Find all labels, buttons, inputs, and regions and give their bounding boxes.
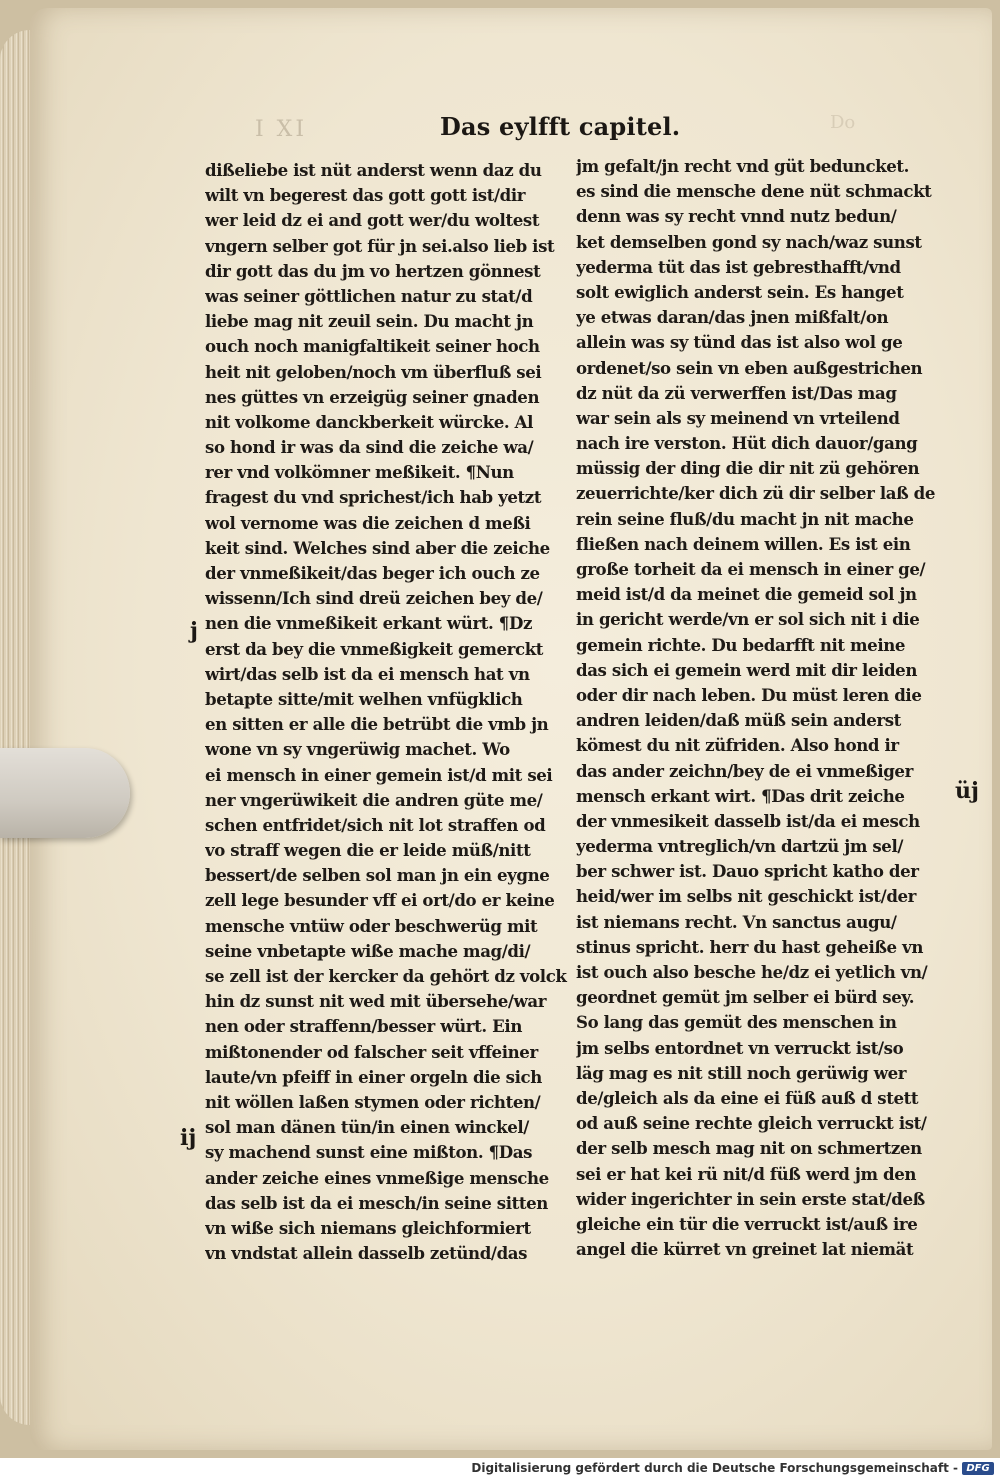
text-line: sy machend sunst eine mißton. ¶Das xyxy=(205,1142,533,1163)
text-line: läg mag es nit still noch gerüwig wer xyxy=(576,1062,907,1083)
text-line: erst da bey die vnmeßigkeit gemerckt xyxy=(205,638,544,659)
text-line: keit sind. Welches sind aber die zeiche xyxy=(205,537,550,558)
text-line: denn was sy recht vnnd nutz bedun/ xyxy=(576,206,897,227)
text-line: kömest du nit züfriden. Also hond ir xyxy=(576,735,899,756)
text-line: geordnet gemüt jm selber ei bürd sey. xyxy=(576,987,915,1008)
text-line: so hond ir was da sind die zeiche wa/ xyxy=(205,437,534,458)
text-line: laute/vn pfeiff in einer orgeln die sich xyxy=(205,1066,542,1087)
text-line: hin dz sunst nit wed mit übersehe/war xyxy=(205,991,547,1012)
text-line: das selb ist da ei mesch/in seine sitten xyxy=(205,1192,548,1213)
right-text-column xyxy=(576,154,948,1262)
text-line: ist ouch also besche he/dz ei yetlich vn/ xyxy=(576,962,928,982)
text-line: solt ewiglich anderst sein. Es hanget xyxy=(576,281,904,302)
funding-credit: Digitalisierung gefördert durch die Deutsche Forschungsgemeinschaft - xyxy=(471,1461,958,1475)
text-line: ber schwer ist. Dauo spricht katho der xyxy=(576,861,919,882)
text-line: zell lege besunder vff ei ort/do er keine xyxy=(205,890,555,911)
text-line: müssig der ding die dir nit zü gehören xyxy=(576,458,920,479)
text-line: rein seine fluß/du macht jn nit mache xyxy=(576,508,914,529)
text-line: seine vnbetapte wiße mache mag/di/ xyxy=(205,940,531,961)
text-line: stinus spricht. herr du hast geheiße vn xyxy=(576,936,923,957)
dfg-logo: DFG xyxy=(962,1462,994,1475)
text-line: nach ire verston. Hüt dich dauor/gang xyxy=(576,433,918,454)
text-line: jm selbs entordnet vn verruckt ist/so xyxy=(576,1037,904,1058)
footer-bar xyxy=(0,1458,1000,1479)
text-line: rer vnd volkömner meßikeit. ¶Nun xyxy=(205,462,514,483)
text-line: allein was sy tünd das ist also wol ge xyxy=(576,332,903,353)
text-line: yederma tüt das ist gebresthafft/vnd xyxy=(576,256,901,277)
text-line: de/gleich als da eine ei füß auß d stett xyxy=(576,1087,919,1108)
text-line: ist niemans recht. Vn sanctus augu/ xyxy=(576,911,897,932)
bookmark-strip xyxy=(0,748,130,838)
text-line: nit wöllen laßen stymen oder richten/ xyxy=(205,1091,541,1112)
signature-mark: ij xyxy=(180,1125,197,1151)
text-line: mensch erkant wirt. ¶Das drit zeiche xyxy=(576,785,905,806)
text-line: heit nit geloben/noch vm überfluß sei xyxy=(205,361,542,382)
text-line: en sitten er alle die betrübt die vmb jn xyxy=(205,714,549,735)
signature-mark: üj xyxy=(955,778,979,804)
text-line: fragest du vnd sprichest/ich hab yetzt xyxy=(205,487,542,508)
text-line: nes güttes vn erzeigüg seiner gnaden xyxy=(205,386,540,407)
text-line: od auß seine rechte gleich verruckt ist/ xyxy=(576,1113,927,1134)
text-line: nit volkome danckberkeit würcke. Al xyxy=(205,411,533,432)
text-line: der vnmesikeit dasselb ist/da ei mesch xyxy=(576,810,920,831)
left-text-column xyxy=(205,158,577,1266)
text-line: heid/wer im selbs nit geschickt ist/der xyxy=(576,886,917,907)
text-line: angel die kürret vn greinet lat niemät xyxy=(576,1239,914,1260)
text-line: dißeliebe ist nüt anderst wenn daz du xyxy=(205,160,542,180)
text-line: oder dir nach leben. Du müst leren die xyxy=(576,684,922,705)
text-line: ei mensch in einer gemein ist/d mit sei xyxy=(205,764,553,785)
text-line: große torheit da ei mensch in einer ge/ xyxy=(576,559,926,579)
text-line: gleiche ein tür die verruckt ist/auß ire xyxy=(576,1213,918,1234)
text-line: sei er hat kei rü nit/d füß werd jm den xyxy=(576,1163,917,1184)
text-line: yederma vntreglich/vn dartzü jm sel/ xyxy=(576,836,904,857)
text-line: ye etwas daran/das jnen mißfalt/on xyxy=(576,307,889,328)
text-line: mißtonender od falscher seit vffeiner xyxy=(205,1041,538,1062)
text-line: schen entfridet/sich nit lot straffen od xyxy=(205,814,546,835)
text-line: wer leid dz ei and gott wer/du woltest xyxy=(205,210,540,231)
signature-mark: j xyxy=(190,618,198,644)
text-line: der selb mesch mag nit on schmertzen xyxy=(576,1138,922,1159)
text-line: wirt/das selb ist da ei mensch hat vn xyxy=(205,663,530,684)
text-line: mensche vntüw oder beschwerüg mit xyxy=(205,915,538,936)
text-line: zeuerrichte/ker dich zü dir selber laß de xyxy=(576,483,936,504)
text-line: nen oder straffenn/besser würt. Ein xyxy=(205,1016,522,1037)
text-line: betapte sitte/mit welhen vnfügklich xyxy=(205,688,523,709)
text-line: fließen nach deinem willen. Es ist ein xyxy=(576,533,911,554)
text-line: meid ist/d da meinet die gemeid sol jn xyxy=(576,584,917,605)
text-line: vngern selber got für jn sei.also lieb ist xyxy=(205,235,555,256)
text-line: bessert/de selben sol man jn ein eygne xyxy=(205,865,550,886)
text-line: ouch noch manigfaltikeit seiner hoch xyxy=(205,336,540,357)
running-head: Das eylfft capitel. xyxy=(440,112,681,141)
text-line: dir gott das du jm vo hertzen gönnest xyxy=(205,260,541,281)
show-through-folio: I XI xyxy=(255,117,308,142)
text-line: wone vn sy vngerüwig machet. Wo xyxy=(205,739,510,760)
text-line: ner vngerüwikeit die andren güte me/ xyxy=(205,789,543,810)
text-line: ket demselben gond sy nach/waz sunst xyxy=(576,231,922,252)
text-line: wissenn/Ich sind dreü zeichen bey de/ xyxy=(205,588,543,609)
text-line: der vnmeßikeit/das beger ich ouch ze xyxy=(205,563,540,583)
text-line: se zell ist der kercker da gehört dz volck xyxy=(205,966,567,986)
text-line: ordenet/so sein vn eben außgestrichen xyxy=(576,357,923,378)
text-line: vn vndstat allein dasselb zetünd/das xyxy=(205,1243,528,1264)
text-line: wider ingerichter in sein erste stat/deß xyxy=(576,1188,925,1209)
text-line: jm gefalt/jn recht vnd güt beduncket. xyxy=(576,156,910,176)
text-line: liebe mag nit zeuil sein. Du macht jn xyxy=(205,311,534,332)
text-line: wilt vn begerest das gott gott ist/dir xyxy=(205,185,526,206)
text-line: vn wiße sich niemans gleichformiert xyxy=(205,1217,531,1238)
text-line: nen die vnmeßikeit erkant würt. ¶Dz xyxy=(205,613,532,634)
text-line: So lang das gemüt des menschen in xyxy=(576,1012,897,1033)
text-line: es sind die mensche dene nüt schmackt xyxy=(576,181,932,202)
text-line: das sich ei gemein werd mit dir leiden xyxy=(576,659,918,680)
text-line: vo straff wegen die er leide müß/nitt xyxy=(205,840,531,861)
text-line: gemein richte. Du bedarfft nit meine xyxy=(576,634,906,655)
text-line: war sein als sy meinend vn vrteilend xyxy=(576,407,900,428)
text-line: ander zeiche eines vnmeßige mensche xyxy=(205,1167,549,1188)
text-line: wol vernome was die zeichen d meßi xyxy=(205,512,531,533)
text-line: in gericht werde/vn er sol sich nit i die xyxy=(576,609,920,630)
text-line: andren leiden/daß müß sein anderst xyxy=(576,710,901,731)
show-through-text: Do xyxy=(830,112,856,133)
text-line: das ander zeichn/bey de ei vnmeßiger xyxy=(576,760,913,781)
text-line: was seiner göttlichen natur zu stat/d xyxy=(205,285,533,306)
text-line: dz nüt da zü verwerffen ist/Das mag xyxy=(576,382,897,403)
text-line: sol man dänen tün/in einen winckel/ xyxy=(205,1117,529,1138)
